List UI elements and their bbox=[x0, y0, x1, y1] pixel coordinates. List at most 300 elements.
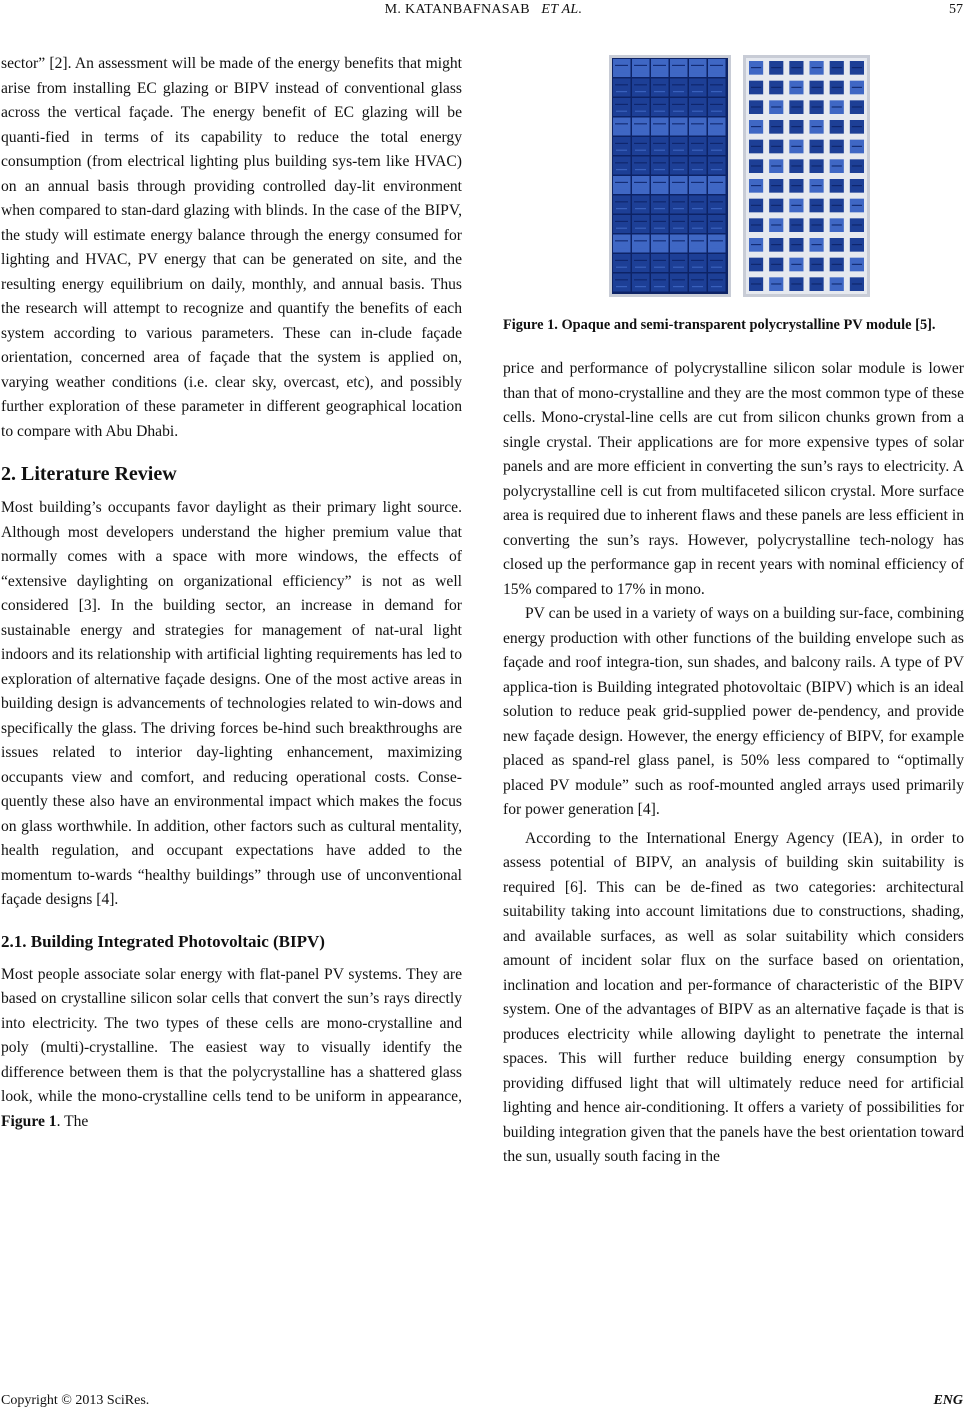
cell-texture bbox=[654, 267, 665, 268]
cell-texture bbox=[852, 87, 862, 88]
pv-cell bbox=[632, 118, 650, 136]
pv-cell bbox=[670, 157, 688, 175]
cell-texture bbox=[673, 169, 684, 170]
cell-texture bbox=[711, 247, 722, 248]
running-head bbox=[0, 2, 967, 18]
cell-texture bbox=[852, 264, 862, 265]
cell-texture bbox=[616, 130, 627, 131]
cell-texture bbox=[710, 104, 723, 105]
pv-cell bbox=[689, 254, 707, 272]
cell-texture bbox=[751, 67, 761, 68]
figure-1 bbox=[503, 52, 964, 335]
cell-texture bbox=[616, 228, 627, 229]
pv-cell bbox=[689, 118, 707, 136]
cell-texture bbox=[635, 189, 646, 190]
cell-texture bbox=[615, 104, 628, 105]
cell-texture bbox=[635, 91, 646, 92]
cell-texture bbox=[771, 264, 781, 265]
pv-cell bbox=[651, 254, 669, 272]
pv-cell bbox=[632, 196, 650, 214]
pv-cell bbox=[689, 157, 707, 175]
cell-texture bbox=[710, 221, 723, 222]
pv-cell bbox=[632, 215, 650, 233]
cell-texture bbox=[616, 169, 627, 170]
cell-texture bbox=[832, 165, 842, 166]
cell-texture bbox=[691, 260, 704, 261]
cell-texture bbox=[711, 91, 722, 92]
cell-texture bbox=[710, 65, 723, 66]
paragraph-text: . The bbox=[56, 1112, 89, 1130]
cell-texture bbox=[711, 111, 722, 112]
cell-texture bbox=[711, 130, 722, 131]
pv-cell bbox=[708, 274, 726, 292]
pv-cell bbox=[708, 235, 726, 253]
paragraph: price and performance of polycrystalline silicon solar module is lower than that of mono-crystalline and they are the most common type of these cells. Mono-crystal-line cells are cut from silicon chunks grown from a single crystal. Their applications are for more expensive types of solar panels and are more efficient in converting the sun’s rays to electricity. A polycrystalline cell is cut from multifaceted silicon crystal. More surface area is required due to inherent flaws and these panels are less efficient in converting the sun’s rays. However, polycrystalline tech-nology has closed up the performance gap in recent years with nominal efficiency of 15% compared to 17% in mono. bbox=[503, 360, 964, 598]
cell-texture bbox=[692, 208, 703, 209]
cell-texture bbox=[751, 165, 761, 166]
cell-texture bbox=[852, 106, 862, 107]
cell-texture bbox=[791, 244, 801, 245]
pv-cell bbox=[632, 157, 650, 175]
cell-texture bbox=[751, 146, 761, 147]
cell-texture bbox=[751, 185, 761, 186]
pv-cell bbox=[632, 79, 650, 97]
cell-texture bbox=[672, 240, 685, 241]
cell-texture bbox=[791, 205, 801, 206]
cell-texture bbox=[672, 162, 685, 163]
pv-cell bbox=[613, 59, 631, 77]
pv-cell bbox=[689, 137, 707, 155]
cell-texture bbox=[711, 208, 722, 209]
cell-texture bbox=[710, 162, 723, 163]
cell-texture bbox=[616, 91, 627, 92]
cell-texture bbox=[692, 189, 703, 190]
cell-texture bbox=[673, 247, 684, 248]
figure-reference: Figure 1 bbox=[1, 1112, 57, 1130]
cell-texture bbox=[634, 65, 647, 66]
pv-cell bbox=[613, 137, 631, 155]
pv-cell bbox=[689, 176, 707, 194]
cell-texture bbox=[832, 224, 842, 225]
pv-cell bbox=[708, 176, 726, 194]
cell-texture bbox=[852, 165, 862, 166]
pv-cell bbox=[651, 215, 669, 233]
cell-texture bbox=[711, 189, 722, 190]
paragraph: According to the International Energy Agency (IEA), in order to assess potential of BIPV, an analysis of building skin suitability is required [6]. This can be de-fined as two categories: architectural suitability taking into account limitations due to constructions, shading, and available surfaces, as well as solar suitability which considers amount of incident solar flux on the surface based on orientation, inclination and location and per-formance of characteristic of the BIPV system. One of the advantages of BIPV as an alternative façade is that is produces electricity while allowing daylight to penetrate the internal spaces. This will further reduce building energy consumption by providing diffused light that will ultimately reduce need for artificial lighting and hence air-conditioning. It offers a variety of possibilities for building integration given that the panels have the best orientation toward the sun, usually south facing in the bbox=[503, 829, 964, 1165]
cell-texture bbox=[710, 123, 723, 124]
cell-texture bbox=[812, 126, 822, 127]
cell-texture bbox=[654, 286, 665, 287]
cell-texture bbox=[615, 201, 628, 202]
page-number: 57 bbox=[949, 2, 963, 17]
cell-texture bbox=[634, 260, 647, 261]
pv-cell bbox=[613, 176, 631, 194]
cell-texture bbox=[832, 264, 842, 265]
cell-texture bbox=[616, 150, 627, 151]
cell-texture bbox=[615, 221, 628, 222]
pv-cell bbox=[708, 98, 726, 116]
pv-cell bbox=[708, 118, 726, 136]
cell-texture bbox=[832, 67, 842, 68]
pv-cell bbox=[670, 196, 688, 214]
page-header bbox=[0, 0, 967, 26]
cell-texture bbox=[812, 165, 822, 166]
cell-texture bbox=[852, 283, 862, 284]
cell-texture bbox=[653, 162, 666, 163]
pv-cell bbox=[613, 118, 631, 136]
cell-texture bbox=[615, 162, 628, 163]
pv-cell bbox=[613, 196, 631, 214]
cell-texture bbox=[751, 264, 761, 265]
cell-texture bbox=[691, 84, 704, 85]
cell-texture bbox=[791, 165, 801, 166]
pv-cell bbox=[670, 235, 688, 253]
cell-texture bbox=[672, 84, 685, 85]
cell-texture bbox=[653, 143, 666, 144]
pv-cell bbox=[689, 215, 707, 233]
cell-texture bbox=[654, 111, 665, 112]
right-column bbox=[503, 52, 964, 1170]
pv-cell bbox=[708, 254, 726, 272]
subsection-heading-bipv: 2.1. Building Integrated Photovoltaic (BIPV) bbox=[1, 931, 325, 951]
cell-texture bbox=[616, 189, 627, 190]
cell-texture bbox=[634, 123, 647, 124]
cell-texture bbox=[791, 264, 801, 265]
pv-cell bbox=[689, 98, 707, 116]
cell-texture bbox=[653, 65, 666, 66]
cell-texture bbox=[635, 150, 646, 151]
cell-texture bbox=[710, 143, 723, 144]
pv-cell bbox=[651, 157, 669, 175]
cell-texture bbox=[635, 169, 646, 170]
cell-texture bbox=[653, 240, 666, 241]
cell-texture bbox=[692, 72, 703, 73]
cell-texture bbox=[771, 146, 781, 147]
cell-texture bbox=[634, 104, 647, 105]
pv-cell bbox=[651, 176, 669, 194]
cell-texture bbox=[852, 224, 862, 225]
cell-texture bbox=[710, 279, 723, 280]
cell-texture bbox=[653, 123, 666, 124]
cell-texture bbox=[673, 150, 684, 151]
pv-cell bbox=[708, 215, 726, 233]
cell-texture bbox=[710, 240, 723, 241]
cell-texture bbox=[672, 260, 685, 261]
cell-texture bbox=[691, 104, 704, 105]
pv-cell bbox=[613, 79, 631, 97]
cell-texture bbox=[672, 201, 685, 202]
pv-cell bbox=[651, 98, 669, 116]
cell-texture bbox=[692, 286, 703, 287]
cell-texture bbox=[771, 244, 781, 245]
cell-texture bbox=[751, 106, 761, 107]
cell-texture bbox=[771, 283, 781, 284]
cell-texture bbox=[635, 267, 646, 268]
cell-texture bbox=[812, 264, 822, 265]
cell-texture bbox=[672, 221, 685, 222]
pv-cell bbox=[651, 196, 669, 214]
cell-texture bbox=[791, 283, 801, 284]
pv-cell bbox=[689, 274, 707, 292]
cell-texture bbox=[635, 247, 646, 248]
cell-texture bbox=[692, 130, 703, 131]
cell-texture bbox=[653, 84, 666, 85]
cell-texture bbox=[653, 201, 666, 202]
pv-cell bbox=[651, 79, 669, 97]
pv-cell bbox=[689, 79, 707, 97]
cell-texture bbox=[634, 182, 647, 183]
cell-texture bbox=[616, 208, 627, 209]
cell-texture bbox=[634, 279, 647, 280]
cell-texture bbox=[711, 286, 722, 287]
cell-texture bbox=[654, 91, 665, 92]
cell-texture bbox=[751, 224, 761, 225]
cell-texture bbox=[692, 247, 703, 248]
cell-texture bbox=[711, 150, 722, 151]
cell-texture bbox=[852, 185, 862, 186]
left-column bbox=[1, 52, 462, 1134]
cell-texture bbox=[616, 267, 627, 268]
cell-texture bbox=[710, 84, 723, 85]
pv-cell bbox=[632, 137, 650, 155]
pv-cell bbox=[632, 235, 650, 253]
cell-texture bbox=[615, 84, 628, 85]
cell-texture bbox=[791, 106, 801, 107]
cell-texture bbox=[832, 146, 842, 147]
cell-texture bbox=[751, 87, 761, 88]
cell-texture bbox=[673, 208, 684, 209]
paragraph: sector” [2]. An assessment will be made of the energy benefits that might arise from installing EC glazing or BIPV instead of conventional glass across the vertical façade. The energy benefit of EC glazing will be quanti-fied in terms of its capability to reduce the total energy consumption (from electrical lighting plus building sys-tem like HVAC) on an annual basis through providing controlled day-lit environment when compared to stan-dard glazing with blinds. In the case of the BIPV, the study will estimate energy balance through the energy consumed for lighting and HVAC, PV energy that can be generated on site, and the resulting energy equilibrium on daily, monthly, and annual basis. Thus the research will attempt to recognize and quantify the benefits of each system according to various parameters. These can in-clude façade orientation, concerned area of façade that the system is applied on, varying weather conditions (i.e. clear sky, overcast, etc), and possibly further exploration of these parameter in different geographical location to compare with Abu Dhabi. bbox=[1, 55, 462, 440]
cell-texture bbox=[635, 228, 646, 229]
cell-texture bbox=[635, 286, 646, 287]
pv-cell bbox=[670, 176, 688, 194]
cell-texture bbox=[711, 72, 722, 73]
cell-texture bbox=[615, 240, 628, 241]
journal-abbreviation: ENG bbox=[933, 1393, 963, 1408]
cell-texture bbox=[616, 247, 627, 248]
figure-image bbox=[503, 52, 964, 301]
cell-texture bbox=[691, 279, 704, 280]
paragraph bbox=[1, 963, 462, 1135]
cell-texture bbox=[672, 123, 685, 124]
cell-texture bbox=[615, 65, 628, 66]
pv-cell bbox=[708, 79, 726, 97]
running-head-et-al: ET AL. bbox=[541, 2, 583, 17]
cell-texture bbox=[635, 130, 646, 131]
cell-texture bbox=[616, 111, 627, 112]
pv-cell bbox=[670, 79, 688, 97]
pv-cell bbox=[689, 59, 707, 77]
cell-texture bbox=[672, 182, 685, 183]
pv-cell bbox=[613, 98, 631, 116]
cell-texture bbox=[673, 228, 684, 229]
cell-texture bbox=[852, 244, 862, 245]
cell-texture bbox=[673, 189, 684, 190]
cell-texture bbox=[691, 182, 704, 183]
cell-texture bbox=[711, 267, 722, 268]
pv-cell bbox=[651, 235, 669, 253]
cell-texture bbox=[832, 205, 842, 206]
cell-texture bbox=[791, 87, 801, 88]
cell-texture bbox=[832, 87, 842, 88]
paragraph: Most building’s occupants favor daylight as their primary light source. Although most developers understand the higher premium value that normally comes with a space with more windows, the effects of “extensive daylighting on organizational efficiency” is not as well considered [3]. In the building sector, an increase in demand for sustainable energy and strategies for management of nat-ural light indoors and its relationship with artificial lighting requirements has led to exploration of alternative façade designs. One of the most active areas in building design is advancements of technologies related to win-dows and specifically the glass. The driving forces be-hind such breakthroughs are issues related to interior day-lighting enhancement, maximizing occupants view and comfort, and reducing operational costs. Conse-quently these also have an environmental impact which makes the focus on glass worthwhile. In addition, other factors such as cultural mentality, health regulation, and occupant expectations have added to the momentum to-wards “healthy buildings” through use of unconventional façade designs [4]. bbox=[1, 499, 462, 908]
cell-texture bbox=[653, 260, 666, 261]
cell-texture bbox=[832, 106, 842, 107]
cell-texture bbox=[692, 91, 703, 92]
cell-texture bbox=[691, 201, 704, 202]
cell-texture bbox=[710, 182, 723, 183]
cell-texture bbox=[832, 126, 842, 127]
pv-cell bbox=[670, 254, 688, 272]
pv-cell bbox=[689, 235, 707, 253]
cell-texture bbox=[653, 182, 666, 183]
pv-cell bbox=[613, 274, 631, 292]
cell-texture bbox=[771, 185, 781, 186]
paragraph: PV can be used in a variety of ways on a building sur-face, combining energy production with other functions of the building envelope such as façade and roof integra-tion, sun shades, and balcony rails. A type of PV applica-tion is Building integrated photovoltaic (BIPV) which is an ideal solution to reduce peak grid-supplied power de-pendency, and provide new façade design. However, the energy efficiency of BIPV, for example placed as spand-rel glass panel, is 50% less compared to “optimally placed PV module” such as roof-mounted angled arrays used primarily for power generation [4]. bbox=[503, 605, 964, 818]
figure-caption: Figure 1. Opaque and semi-transparent polycrystalline PV module [5]. bbox=[503, 317, 936, 333]
pv-cell bbox=[708, 157, 726, 175]
cell-texture bbox=[711, 169, 722, 170]
pv-cell bbox=[670, 118, 688, 136]
pv-cell bbox=[708, 137, 726, 155]
cell-texture bbox=[634, 240, 647, 241]
cell-texture bbox=[654, 169, 665, 170]
cell-texture bbox=[654, 150, 665, 151]
cell-texture bbox=[771, 106, 781, 107]
cell-texture bbox=[751, 205, 761, 206]
pv-cell bbox=[632, 254, 650, 272]
cell-texture bbox=[771, 87, 781, 88]
cell-texture bbox=[672, 143, 685, 144]
cell-texture bbox=[751, 283, 761, 284]
cell-texture bbox=[654, 228, 665, 229]
cell-texture bbox=[692, 169, 703, 170]
running-head-authors: M. KATANBAFNASAB bbox=[384, 2, 530, 17]
cell-texture bbox=[615, 279, 628, 280]
cell-texture bbox=[673, 111, 684, 112]
cell-texture bbox=[791, 224, 801, 225]
cell-texture bbox=[692, 111, 703, 112]
cell-texture bbox=[832, 283, 842, 284]
cell-texture bbox=[672, 65, 685, 66]
cell-texture bbox=[635, 72, 646, 73]
cell-texture bbox=[673, 267, 684, 268]
pv-cell bbox=[708, 59, 726, 77]
pv-cell bbox=[670, 215, 688, 233]
cell-texture bbox=[812, 146, 822, 147]
cell-texture bbox=[616, 286, 627, 287]
cell-texture bbox=[616, 72, 627, 73]
cell-texture bbox=[654, 189, 665, 190]
module-glass bbox=[746, 58, 867, 294]
cell-texture bbox=[615, 260, 628, 261]
cell-texture bbox=[812, 106, 822, 107]
cell-texture bbox=[710, 201, 723, 202]
cell-texture bbox=[771, 224, 781, 225]
cell-texture bbox=[691, 65, 704, 66]
cell-texture bbox=[832, 185, 842, 186]
cell-texture bbox=[812, 283, 822, 284]
cell-texture bbox=[791, 67, 801, 68]
cell-texture bbox=[751, 126, 761, 127]
cell-texture bbox=[691, 240, 704, 241]
cell-texture bbox=[771, 205, 781, 206]
cell-texture bbox=[812, 205, 822, 206]
cell-texture bbox=[812, 185, 822, 186]
cell-texture bbox=[673, 91, 684, 92]
cell-texture bbox=[635, 208, 646, 209]
cell-texture bbox=[691, 143, 704, 144]
cell-texture bbox=[634, 221, 647, 222]
pv-cell bbox=[708, 196, 726, 214]
cell-texture bbox=[654, 208, 665, 209]
cell-texture bbox=[692, 267, 703, 268]
cell-texture bbox=[653, 279, 666, 280]
pv-cell bbox=[651, 59, 669, 77]
cell-texture bbox=[812, 224, 822, 225]
cell-texture bbox=[654, 247, 665, 248]
cell-texture bbox=[852, 205, 862, 206]
cell-texture bbox=[653, 221, 666, 222]
cell-texture bbox=[673, 72, 684, 73]
cell-texture bbox=[710, 260, 723, 261]
pv-cell bbox=[651, 137, 669, 155]
cell-texture bbox=[635, 111, 646, 112]
cell-texture bbox=[812, 87, 822, 88]
pv-cell bbox=[670, 59, 688, 77]
cell-texture bbox=[673, 130, 684, 131]
pv-cell bbox=[670, 137, 688, 155]
cell-texture bbox=[653, 104, 666, 105]
pv-cell bbox=[689, 196, 707, 214]
pv-cell bbox=[613, 215, 631, 233]
pv-cell bbox=[632, 98, 650, 116]
pv-cell bbox=[613, 254, 631, 272]
cell-texture bbox=[691, 123, 704, 124]
paragraph-text: Most people associate solar energy with flat-panel PV systems. They are based on crystalline silicon solar cells that convert the sun’s rays directly into electricity. The two types of these cells are mono-crystalline and poly (multi)-crystalline. The easiest way to visually identify the difference between them is that the polycrystalline has a shattered glass look, while the mono-crystalline cells tend to be uniform in appearance, bbox=[1, 965, 462, 1105]
cell-texture bbox=[672, 104, 685, 105]
cell-texture bbox=[654, 130, 665, 131]
cell-texture bbox=[711, 228, 722, 229]
cell-texture bbox=[832, 244, 842, 245]
cell-texture bbox=[634, 162, 647, 163]
cell-texture bbox=[852, 146, 862, 147]
cell-texture bbox=[771, 67, 781, 68]
pv-cell bbox=[613, 235, 631, 253]
cell-texture bbox=[791, 146, 801, 147]
cell-texture bbox=[672, 279, 685, 280]
cell-texture bbox=[634, 84, 647, 85]
semi-transparent-pv-module-image bbox=[743, 55, 870, 297]
cell-texture bbox=[615, 123, 628, 124]
cell-texture bbox=[812, 244, 822, 245]
cell-texture bbox=[634, 201, 647, 202]
cell-texture bbox=[791, 126, 801, 127]
section-heading-literature-review: 2. Literature Review bbox=[1, 463, 177, 485]
cell-texture bbox=[791, 185, 801, 186]
cell-texture bbox=[691, 221, 704, 222]
opaque-pv-module-image bbox=[609, 55, 731, 297]
cell-texture bbox=[852, 126, 862, 127]
cell-texture bbox=[692, 228, 703, 229]
cell-texture bbox=[852, 67, 862, 68]
cell-texture bbox=[771, 126, 781, 127]
pv-cell bbox=[632, 59, 650, 77]
pv-cell bbox=[670, 274, 688, 292]
cell-texture bbox=[751, 244, 761, 245]
cell-texture bbox=[615, 143, 628, 144]
pv-cell bbox=[632, 274, 650, 292]
